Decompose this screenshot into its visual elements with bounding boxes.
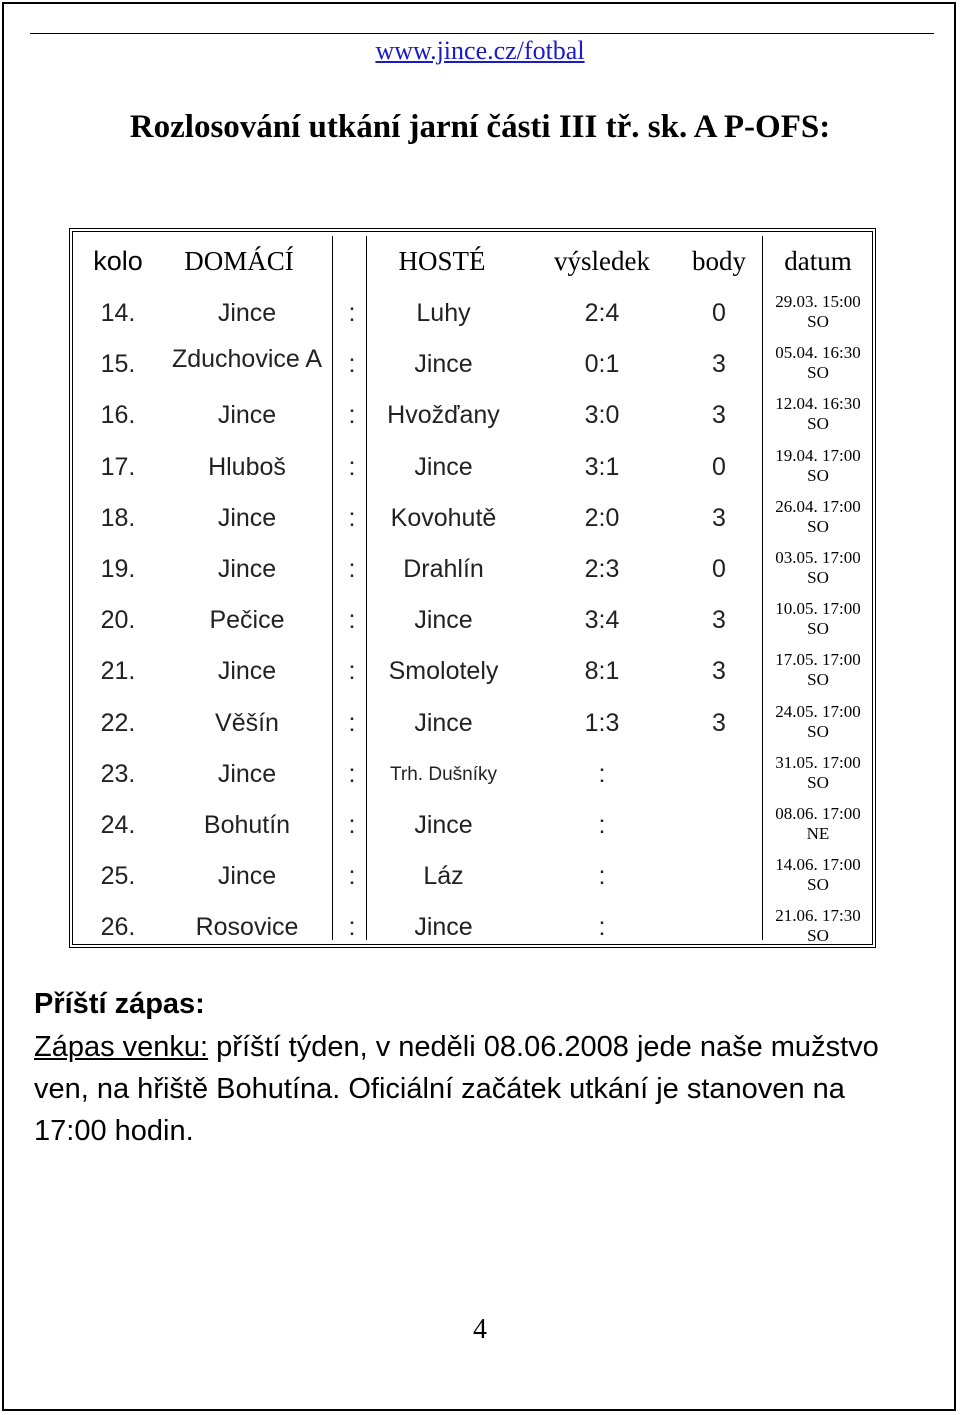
kolo-cell: 14. <box>100 299 136 327</box>
separator-cell: : <box>348 503 356 532</box>
kolo-cell: 23. <box>100 759 136 788</box>
separator-cell: : <box>348 811 356 839</box>
away-team-cell: Smolotely <box>388 657 499 686</box>
home-team-cell: Jince <box>217 503 277 532</box>
column-header-domaci: DOMÁCÍ <box>184 246 294 276</box>
points-cell: 3 <box>712 708 726 737</box>
home-team-cell: Hluboš <box>208 452 286 481</box>
table-row <box>73 493 872 544</box>
separator-cell: : <box>348 862 356 891</box>
date-cell: 05.04. 16:30 SO <box>775 343 861 383</box>
kolo-cell: 22. <box>100 708 136 737</box>
separator-cell: : <box>348 913 356 942</box>
home-team-cell: Pečice <box>209 606 285 635</box>
result-cell: 0:1 <box>584 350 620 379</box>
home-team-cell: Jince <box>217 401 277 430</box>
home-team-cell: Jince <box>217 299 277 327</box>
result-cell: 3:4 <box>584 606 620 635</box>
table-row <box>73 595 872 646</box>
column-header-datum: datum <box>784 246 852 276</box>
home-team-cell: Zduchovice A <box>171 345 323 374</box>
separator-cell: : <box>348 350 356 379</box>
table-row <box>73 442 872 493</box>
points-cell: 0 <box>712 452 726 481</box>
page-title: Rozlosování utkání jarní části III tř. sk. A P-OFS: <box>129 109 831 145</box>
points-cell: 3 <box>712 350 726 379</box>
column-header-kolo: kolo <box>93 246 143 276</box>
separator-cell: : <box>348 555 356 583</box>
site-link[interactable]: www.jince.cz/fotbal <box>375 36 585 65</box>
kolo-cell: 16. <box>100 401 136 430</box>
schedule-table <box>69 228 876 948</box>
date-cell: 17.05. 17:00 SO <box>775 650 861 690</box>
result-cell: 2:4 <box>584 299 620 327</box>
date-cell: 14.06. 17:00 SO <box>775 855 861 895</box>
column-header-hoste: HOSTÉ <box>398 246 486 276</box>
date-cell: 24.05. 17:00 SO <box>775 701 861 741</box>
home-team-cell: Jince <box>217 759 277 788</box>
away-team-cell: Drahlín <box>403 555 484 583</box>
result-cell: 8:1 <box>584 657 620 686</box>
table-row <box>73 749 872 800</box>
next-match-label: Zápas venku: <box>34 1031 209 1063</box>
date-cell: 12.04. 16:30 SO <box>775 394 861 434</box>
next-match-description: příští týden, v neděli 08.06.2008 jede naše mužstvo ven, na hřiště Bohutína. Oficiální začátek utkání je stanoven na 17:00 hodin. <box>34 1031 879 1147</box>
kolo-cell: 15. <box>100 350 136 379</box>
points-cell: 3 <box>712 606 726 635</box>
away-team-cell: Láz <box>423 862 464 891</box>
away-team-cell: Jince <box>414 708 473 737</box>
next-match-heading: Příští zápas: <box>34 988 205 1020</box>
date-cell: 03.05. 17:00 SO <box>775 548 861 587</box>
page-number: 4 <box>473 1314 487 1345</box>
date-cell: 31.05. 17:00 SO <box>775 752 861 792</box>
result-cell: : <box>598 913 606 942</box>
separator-cell: : <box>348 759 356 788</box>
away-team-cell: Hvožďany <box>387 401 500 430</box>
date-cell: 19.04. 17:00 SO <box>775 445 861 485</box>
kolo-cell: 17. <box>100 452 136 481</box>
away-team-cell: Jince <box>414 913 473 942</box>
home-team-cell: Jince <box>217 555 277 583</box>
kolo-cell: 20. <box>100 606 136 635</box>
result-cell: : <box>598 862 606 891</box>
kolo-cell: 24. <box>100 811 136 839</box>
table-row <box>73 698 872 749</box>
kolo-cell: 26. <box>100 913 136 942</box>
away-team-cell: Jince <box>414 452 473 481</box>
table-row <box>73 390 872 441</box>
table-row <box>73 646 872 697</box>
kolo-cell: 19. <box>100 555 136 583</box>
table-row <box>73 851 872 902</box>
date-cell: 21.06. 17:30 SO <box>775 906 861 946</box>
points-cell: 3 <box>712 657 726 686</box>
points-cell: 0 <box>712 555 726 583</box>
separator-cell: : <box>348 299 356 327</box>
kolo-cell: 25. <box>100 862 136 891</box>
column-header-body: body <box>692 246 746 276</box>
table-row <box>73 800 872 851</box>
separator-cell: : <box>348 452 356 481</box>
result-cell: 3:1 <box>584 452 620 481</box>
table-row <box>73 902 872 953</box>
result-cell: 2:0 <box>584 503 620 532</box>
home-team-cell: Věšín <box>215 708 279 737</box>
away-team-cell: Jince <box>414 811 473 839</box>
separator-cell: : <box>348 606 356 635</box>
away-team-cell: Luhy <box>416 299 471 327</box>
date-cell: 29.03. 15:00 SO <box>775 292 861 331</box>
points-cell: 0 <box>712 299 726 327</box>
away-team-cell: Kovohutě <box>390 503 497 532</box>
home-team-cell: Rosovice <box>195 913 299 942</box>
result-cell: 3:0 <box>584 401 620 430</box>
result-cell: 1:3 <box>584 708 620 737</box>
date-cell: 08.06. 17:00 NE <box>775 804 861 843</box>
home-team-cell: Jince <box>217 862 277 891</box>
date-cell: 10.05. 17:00 SO <box>775 599 861 639</box>
result-cell: : <box>598 759 606 788</box>
away-team-cell: Jince <box>414 606 473 635</box>
points-cell: 3 <box>712 503 726 532</box>
separator-cell: : <box>348 657 356 686</box>
result-cell: 2:3 <box>584 555 620 583</box>
table-row <box>73 288 872 339</box>
table-row <box>73 544 872 595</box>
home-team-cell: Jince <box>217 657 277 686</box>
kolo-cell: 18. <box>100 503 136 532</box>
points-cell: 3 <box>712 401 726 430</box>
home-team-cell: Bohutín <box>203 811 291 839</box>
column-header-vysledek: výsledek <box>554 246 650 276</box>
separator-cell: : <box>348 708 356 737</box>
away-team-cell: Jince <box>414 350 473 379</box>
table-row <box>73 339 872 390</box>
kolo-cell: 21. <box>100 657 136 686</box>
result-cell: : <box>598 811 606 839</box>
next-match-text <box>34 1026 924 1152</box>
header-rule <box>30 33 934 34</box>
separator-cell: : <box>348 401 356 430</box>
away-team-cell: Trh. Dušníky <box>390 763 497 785</box>
date-cell: 26.04. 17:00 SO <box>775 496 861 536</box>
